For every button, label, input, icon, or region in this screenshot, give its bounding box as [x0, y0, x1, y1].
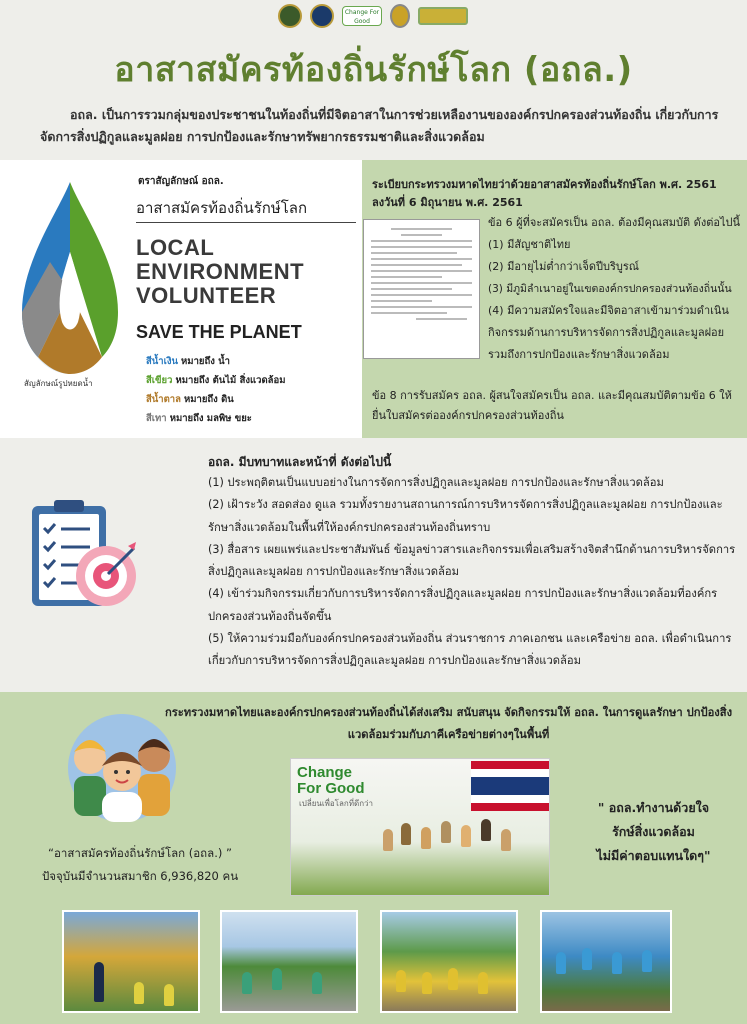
- role-item: (2) เฝ้าระวัง สอดส่อง ดูแล รวมทั้งรายงานสถานการณ์การบริหารจัดการสิ่งปฏิกูลและมูลฝอย การปกป้องและรักษาสิ่งแวดล้อมในพื้นที่ให้องค์กรปกครองส่วนท้องถิ่นทราบ: [208, 498, 723, 534]
- english-line: VOLUNTEER: [136, 283, 277, 308]
- quote-line: รักษ์สิ่งแวดล้อม: [612, 824, 695, 839]
- regulation-date: ลงวันที่ 6 มิถุนายน พ.ศ. 2561: [372, 196, 523, 209]
- logo-label: ตราสัญลักษณ์ อถล.: [138, 176, 224, 187]
- header-logos: [278, 4, 468, 28]
- article-6-item: (1) มีสัญชาติไทย: [488, 238, 571, 251]
- campaign-photo: [290, 758, 550, 896]
- role-item: (1) ประพฤติตนเป็นแบบอย่างในการจัดการสิ่งปฏิกูลและมูลฝอย การปกป้องและรักษาสิ่งแวดล้อม: [208, 476, 664, 489]
- emblem-icon: [390, 4, 410, 28]
- intro-paragraph: อถล. เป็นการรวมกลุ่มของประชาชนในท้องถิ่นที่มีจิตอาสาในการช่วยเหลืองานขององค์กรปกครองส่วนท้องถิ่น เกี่ยวกับการจัดการสิ่งปฏิกูลและมูลฝอย การปกป้องและรักษาทรัพยากรธรรมชาติและสิ่งแวดล้อม: [40, 107, 719, 144]
- color-name: สีน้ำเงิน: [146, 356, 179, 367]
- activity-photo: [540, 910, 672, 1013]
- color-name: สีเขียว: [146, 375, 173, 386]
- article-6-intro: ข้อ 6 ผู้ที่จะสมัครเป็น อถล. ต้องมีคุณสมบัติ ดังต่อไปนี้: [488, 216, 740, 229]
- regulation-title: ระเบียบกระทรวงมหาดไทยว่าด้วยอาสาสมัครท้องถิ่นรักษ์โลก พ.ศ. 2561: [372, 178, 717, 191]
- role-item: (3) สื่อสาร เผยแพร่และประชาสัมพันธ์ ข้อมูลข่าวสารและกิจกรรมเพื่อเสริมสร้างจิตสำนึกด้านการบริหารจัดการสิ่งปฏิกูลและมูลฝอย การปกป้องและรักษาสิ่งแวดล้อม: [208, 542, 736, 579]
- change-for-good-logo: Change For Good: [342, 6, 382, 26]
- regulation-heading: [372, 176, 717, 212]
- government-seal-icon: [278, 4, 302, 28]
- article-6: [488, 212, 743, 366]
- member-info: [0, 842, 280, 888]
- quote-line: " อถล.ทำงานด้วยใจ: [597, 800, 710, 815]
- change-for-good-photo-logo: [297, 765, 365, 797]
- divider: [136, 222, 356, 223]
- article-8: ข้อ 8 การรับสมัคร อถล. ผู้สนใจสมัครเป็น อถล. และมีคุณสมบัติตามข้อ 6 ให้ยื่นใบสมัครต่อองค์กรปกครองส่วนท้องถิ่น: [372, 389, 732, 422]
- photo-subtitle: เปลี่ยนเพื่อโลกที่ดีกว่า: [299, 799, 374, 808]
- volunteers-illustration: [62, 712, 182, 824]
- drop-caption: สัญลักษณ์รูปหยดน้ำ: [24, 379, 93, 388]
- logo-thai-name: อาสาสมัครท้องถิ่นรักษ์โลก: [136, 199, 308, 217]
- english-name: [136, 236, 304, 308]
- color-name: สีน้ำตาล: [146, 394, 181, 405]
- activity-photo: [380, 910, 518, 1013]
- role-item: (5) ให้ความร่วมมือกับองค์กรปกครองส่วนท้องถิ่น ส่วนราชการ ภาคเอกชน และเครือข่าย อถล. เพื่อดำเนินการเกี่ยวกับการบริหารจัดการสิ่งปฏิกูลและมูลฝอย การปกป้องและรักษาสิ่งแวดล้อม: [208, 632, 732, 668]
- color-row: [146, 352, 285, 371]
- activity-photo: [62, 910, 200, 1013]
- department-seal-icon: [310, 4, 334, 28]
- thai-flag-icon: [471, 761, 549, 811]
- member-count: ปัจจุบันมีจำนวนสมาชิก 6,936,820 คน: [41, 869, 239, 883]
- color-row: [146, 371, 285, 390]
- roles-heading: อถล. มีบทบาทและหน้าที่ ดังต่อไปนี้: [208, 455, 392, 469]
- roles-list: [208, 472, 744, 673]
- color-row: [146, 390, 285, 409]
- photo-logo-line: Change: [297, 764, 353, 781]
- volunteer-quote: [560, 796, 747, 868]
- tagline: SAVE THE PLANET: [136, 322, 302, 342]
- english-line: ENVIRONMENT: [136, 259, 305, 284]
- member-label: “อาสาสมัครท้องถิ่นรักษ์โลก (อถล.) ”: [48, 846, 232, 860]
- color-meaning: หมายถึง น้ำ: [181, 356, 230, 367]
- article-6-item: (2) มีอายุไม่ต่ำกว่าเจ็ดปีบริบูรณ์: [488, 260, 639, 273]
- article-6-item: (4) มีความสมัครใจและมีจิตอาสาเข้ามาร่วมดำเนินกิจกรรมด้านการบริหารจัดการสิ่งปฏิกูลและมูลฝอย รวมถึงการปกป้องและรักษาสิ่งแวดล้อม: [488, 304, 729, 361]
- color-name: สีเทา: [146, 413, 167, 424]
- campaign-banner-logo: [418, 7, 468, 25]
- photo-logo-line: For Good: [297, 780, 365, 797]
- water-drop-logo-icon: [22, 182, 118, 374]
- clipboard-target-icon: [28, 496, 140, 612]
- english-line: LOCAL: [136, 235, 215, 260]
- role-item: (4) เข้าร่วมกิจกรรมเกี่ยวกับการบริหารจัดการสิ่งปฏิกูลและมูลฝอย การปกป้องและรักษาสิ่งแวดล้อมที่องค์กรปกครองส่วนท้องถิ่นจัดขึ้น: [208, 587, 718, 623]
- article-6-item: (3) มีภูมิลำเนาอยู่ในเขตองค์กรปกครองส่วนท้องถิ่นนั้น: [488, 283, 732, 295]
- support-text: กระทรวงมหาดไทยและองค์กรปกครองส่วนท้องถิ่นได้ส่งเสริม สนับสนุน จัดกิจกรรมให้ อถล. ในการดูแลรักษา ปกป้องสิ่งแวดล้อมร่วมกับภาคีเครือข่ายต่างๆในพื้นที่: [164, 706, 733, 741]
- quote-line: ไม่มีค่าตอบแทนใดๆ": [596, 848, 711, 863]
- activity-photo: [220, 910, 358, 1013]
- page-title: อาสาสมัครท้องถิ่นรักษ์โลก (อถล.): [114, 50, 633, 90]
- color-meaning: หมายถึง มลพิษ ขยะ: [169, 413, 252, 424]
- color-legend: [146, 352, 285, 428]
- color-meaning: หมายถึง ต้นไม้ สิ่งแวดล้อม: [175, 375, 286, 386]
- regulation-document-thumbnail: [363, 219, 480, 359]
- color-meaning: หมายถึง ดิน: [183, 394, 234, 405]
- color-row: [146, 409, 285, 428]
